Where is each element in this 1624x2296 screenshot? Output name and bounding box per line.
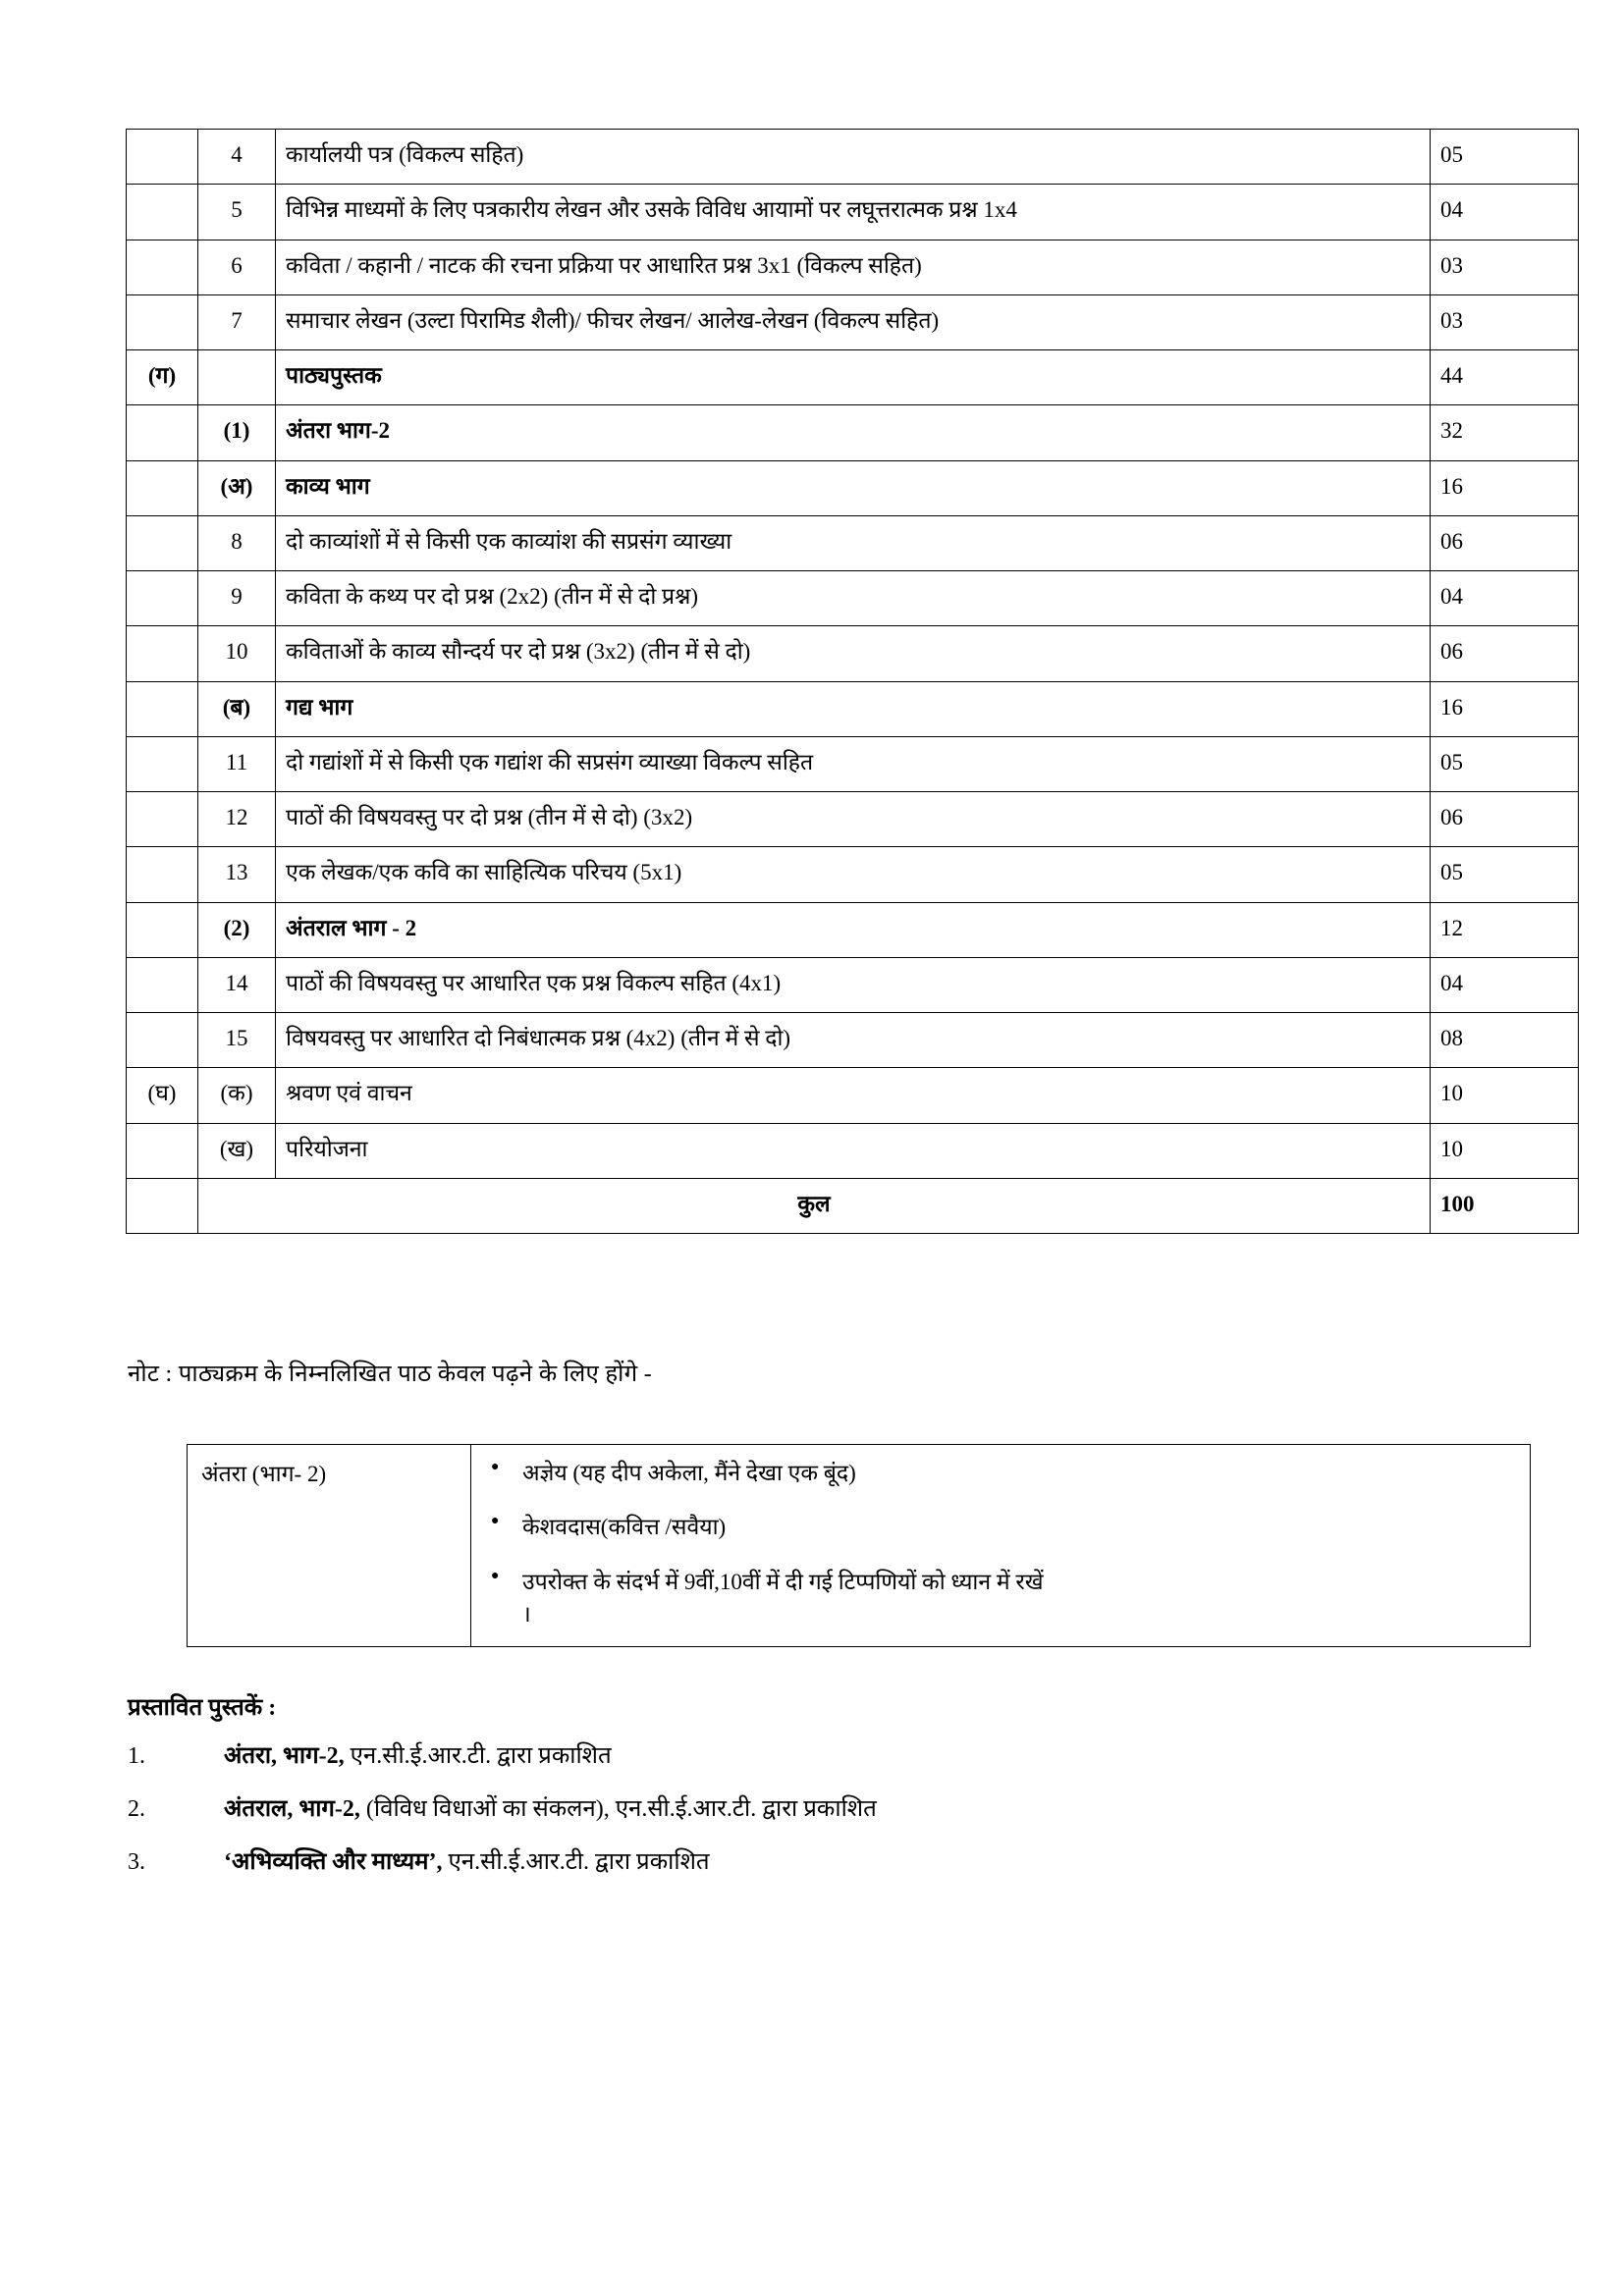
cell-description: दो काव्यांशों में से किसी एक काव्यांश की सप्रसंग व्याख्या bbox=[276, 515, 1431, 570]
table-row bbox=[127, 571, 1579, 626]
proposed-books-heading: प्रस्तावित पुस्तकें : bbox=[128, 1695, 277, 1721]
cell-item-number: (ख) bbox=[198, 1123, 276, 1178]
list-item bbox=[128, 1845, 1483, 1880]
table-row bbox=[127, 294, 1579, 349]
cell-description: पाठ्यपुस्तक bbox=[276, 350, 1431, 405]
cell-section bbox=[127, 1178, 198, 1233]
cell-item-number bbox=[198, 350, 276, 405]
cell-item-number: 12 bbox=[198, 792, 276, 847]
cell-description: श्रवण एवं वाचन bbox=[276, 1068, 1431, 1123]
book-title-text bbox=[224, 1845, 710, 1880]
cell-item-number: 10 bbox=[198, 626, 276, 681]
syllabus-table-body bbox=[127, 130, 1579, 1234]
cell-section bbox=[127, 1013, 198, 1068]
cell-description: कविता के कथ्य पर दो प्रश्न (2x2) (तीन में से दो प्रश्न) bbox=[276, 571, 1431, 626]
cell-item-number: 15 bbox=[198, 1013, 276, 1068]
cell-item-number: 4 bbox=[198, 130, 276, 185]
cell-section bbox=[127, 847, 198, 902]
reading-only-list bbox=[485, 1457, 1516, 1630]
cell-marks: 08 bbox=[1431, 1013, 1579, 1068]
cell-item-number: 9 bbox=[198, 571, 276, 626]
cell-description: काव्य भाग bbox=[276, 460, 1431, 515]
proposed-books-list bbox=[128, 1739, 1483, 1897]
cell-item-number: 14 bbox=[198, 957, 276, 1012]
cell-section bbox=[127, 1123, 198, 1178]
cell-marks: 05 bbox=[1431, 736, 1579, 791]
reading-only-label: अंतरा (भाग- 2) bbox=[188, 1445, 471, 1647]
cell-marks: 03 bbox=[1431, 240, 1579, 294]
table-row bbox=[127, 405, 1579, 460]
cell-description: परियोजना bbox=[276, 1123, 1431, 1178]
table-row bbox=[127, 515, 1579, 570]
book-title-text bbox=[224, 1792, 877, 1827]
total-label: कुल bbox=[198, 1178, 1431, 1233]
cell-marks: 04 bbox=[1431, 185, 1579, 240]
cell-section bbox=[127, 405, 198, 460]
cell-item-number: 13 bbox=[198, 847, 276, 902]
cell-marks: 16 bbox=[1431, 681, 1579, 736]
reading-only-table bbox=[187, 1444, 1531, 1647]
total-marks: 100 bbox=[1431, 1178, 1579, 1233]
cell-section bbox=[127, 460, 198, 515]
cell-section bbox=[127, 571, 198, 626]
table-row-total bbox=[127, 1178, 1579, 1233]
cell-section: (घ) bbox=[127, 1068, 198, 1123]
book-title-text bbox=[224, 1739, 612, 1774]
table-row bbox=[127, 736, 1579, 791]
cell-section bbox=[127, 185, 198, 240]
cell-description: एक लेखक/एक कवि का साहित्यिक परिचय (5x1) bbox=[276, 847, 1431, 902]
cell-marks: 05 bbox=[1431, 847, 1579, 902]
table-row bbox=[127, 240, 1579, 294]
cell-section bbox=[127, 681, 198, 736]
cell-section bbox=[127, 957, 198, 1012]
reading-note-text: नोट : पाठ्यक्रम के निम्नलिखित पाठ केवल पढ़ने के लिए होंगे - bbox=[128, 1362, 653, 1387]
list-item: ● केशवदास(कवित्त /सवैया) bbox=[522, 1511, 1516, 1543]
table-row bbox=[127, 626, 1579, 681]
cell-description: कविता / कहानी / नाटक की रचना प्रक्रिया पर आधारित प्रश्न 3x1 (विकल्प सहित) bbox=[276, 240, 1431, 294]
table-row bbox=[127, 350, 1579, 405]
cell-description: कार्यालयी पत्र (विकल्प सहित) bbox=[276, 130, 1431, 185]
cell-section bbox=[127, 902, 198, 957]
cell-description: कविताओं के काव्य सौन्दर्य पर दो प्रश्न (3x2) (तीन में से दो) bbox=[276, 626, 1431, 681]
cell-item-number: (ब) bbox=[198, 681, 276, 736]
cell-description: अंतराल भाग - 2 bbox=[276, 902, 1431, 957]
book-publisher-text: एन.सी.ई.आर.टी. द्वारा प्रकाशित bbox=[344, 1743, 612, 1769]
cell-section bbox=[127, 736, 198, 791]
book-index: 1. bbox=[128, 1743, 145, 1769]
cell-marks: 16 bbox=[1431, 460, 1579, 515]
list-item bbox=[128, 1792, 1483, 1827]
cell-description: गद्य भाग bbox=[276, 681, 1431, 736]
cell-item-number: (2) bbox=[198, 902, 276, 957]
cell-marks: 04 bbox=[1431, 571, 1579, 626]
book-publisher-text: एन.सी.ई.आर.टी. द्वारा प्रकाशित bbox=[442, 1848, 710, 1875]
reading-only-items-cell bbox=[471, 1445, 1531, 1647]
cell-section bbox=[127, 515, 198, 570]
cell-marks: 44 bbox=[1431, 350, 1579, 405]
cell-marks: 32 bbox=[1431, 405, 1579, 460]
table-row bbox=[127, 1068, 1579, 1123]
table-row bbox=[127, 1013, 1579, 1068]
cell-section bbox=[127, 626, 198, 681]
book-title-bold: अंतरा, भाग-2, bbox=[224, 1743, 345, 1769]
list-item: ● उपरोक्त के संदर्भ में 9वीं,10वीं में दी गई टिप्पणियों को ध्यान में रखें । bbox=[522, 1566, 1516, 1631]
cell-item-number: 5 bbox=[198, 185, 276, 240]
cell-item-number: (क) bbox=[198, 1068, 276, 1123]
table-row bbox=[127, 1123, 1579, 1178]
cell-description: विभिन्न माध्यमों के लिए पत्रकारीय लेखन और उसके विविध आयामों पर लघूत्तरात्मक प्रश्न 1x4 bbox=[276, 185, 1431, 240]
cell-item-number: 7 bbox=[198, 294, 276, 349]
cell-marks: 06 bbox=[1431, 515, 1579, 570]
book-index: 3. bbox=[128, 1848, 145, 1875]
table-row bbox=[127, 957, 1579, 1012]
list-item: ● अज्ञेय (यह दीप अकेला, मैंने देखा एक बूंद) bbox=[522, 1457, 1516, 1489]
cell-marks: 12 bbox=[1431, 902, 1579, 957]
table-row bbox=[127, 130, 1579, 185]
cell-section bbox=[127, 294, 198, 349]
book-publisher-text: (विविध विधाओं का संकलन), एन.सी.ई.आर.टी. द्वारा प्रकाशित bbox=[359, 1795, 877, 1822]
cell-description: पाठों की विषयवस्तु पर आधारित एक प्रश्न विकल्प सहित (4x1) bbox=[276, 957, 1431, 1012]
cell-section bbox=[127, 240, 198, 294]
cell-marks: 10 bbox=[1431, 1068, 1579, 1123]
cell-section bbox=[127, 130, 198, 185]
cell-marks: 03 bbox=[1431, 294, 1579, 349]
cell-item-number: 6 bbox=[198, 240, 276, 294]
cell-description: समाचार लेखन (उल्टा पिरामिड शैली)/ फीचर लेखन/ आलेख-लेखन (विकल्प सहित) bbox=[276, 294, 1431, 349]
cell-section bbox=[127, 792, 198, 847]
list-item bbox=[128, 1739, 1483, 1774]
cell-section: (ग) bbox=[127, 350, 198, 405]
cell-description: दो गद्यांशों में से किसी एक गद्यांश की सप्रसंग व्याख्या विकल्प सहित bbox=[276, 736, 1431, 791]
danda-mark: । bbox=[522, 1602, 531, 1628]
table-row bbox=[127, 847, 1579, 902]
cell-item-number: 11 bbox=[198, 736, 276, 791]
book-title-bold: ‘अभिव्यक्ति और माध्यम’, bbox=[224, 1848, 443, 1875]
cell-item-number: (अ) bbox=[198, 460, 276, 515]
table-row bbox=[127, 185, 1579, 240]
book-title-bold: अंतराल, भाग-2, bbox=[224, 1795, 360, 1822]
cell-marks: 05 bbox=[1431, 130, 1579, 185]
cell-item-number: 8 bbox=[198, 515, 276, 570]
table-row bbox=[127, 681, 1579, 736]
table-row bbox=[127, 902, 1579, 957]
cell-marks: 04 bbox=[1431, 957, 1579, 1012]
cell-marks: 06 bbox=[1431, 626, 1579, 681]
syllabus-marks-table bbox=[126, 129, 1579, 1234]
cell-marks: 10 bbox=[1431, 1123, 1579, 1178]
table-row bbox=[188, 1445, 1531, 1647]
cell-description: अंतरा भाग-2 bbox=[276, 405, 1431, 460]
cell-marks: 06 bbox=[1431, 792, 1579, 847]
cell-item-number: (1) bbox=[198, 405, 276, 460]
table-row bbox=[127, 460, 1579, 515]
table-row bbox=[127, 792, 1579, 847]
cell-description: विषयवस्तु पर आधारित दो निबंधात्मक प्रश्न (4x2) (तीन में से दो) bbox=[276, 1013, 1431, 1068]
book-index: 2. bbox=[128, 1795, 145, 1822]
cell-description: पाठों की विषयवस्तु पर दो प्रश्न (तीन में से दो) (3x2) bbox=[276, 792, 1431, 847]
